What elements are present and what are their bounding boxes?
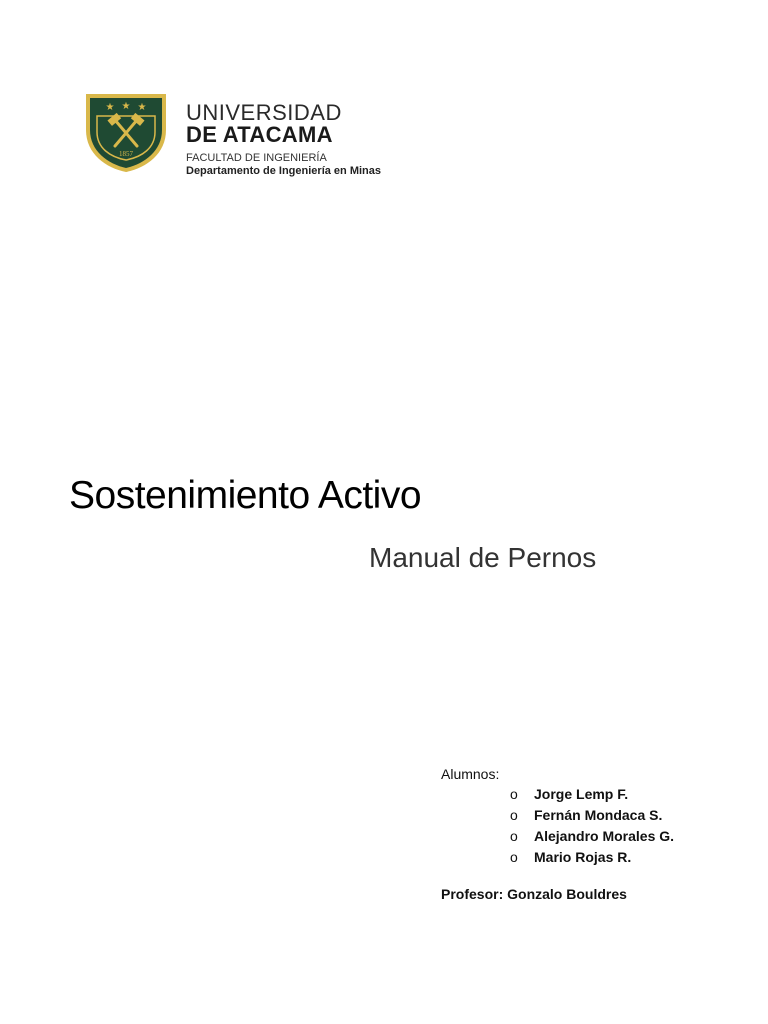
student-name: Jorge Lemp F. [534, 786, 629, 802]
svg-text:★: ★ [105, 102, 115, 113]
bullet-marker: o [510, 807, 518, 823]
student-name: Alejandro Morales G. [534, 828, 675, 844]
student-list [441, 784, 674, 868]
svg-text:★: ★ [121, 101, 131, 112]
faculty-name: FACULTAD DE INGENIERÍA [186, 152, 327, 164]
document-subtitle: Manual de Pernos [369, 542, 597, 573]
list-item [441, 847, 674, 868]
svg-text:★: ★ [137, 102, 147, 113]
institution-header [82, 90, 381, 178]
professor-credit: Profesor: Gonzalo Bouldres [441, 886, 627, 902]
list-item [441, 784, 674, 805]
department-name: Departamento de Ingeniería en Minas [186, 165, 381, 177]
institution-line2: DE ATACAMA [186, 122, 333, 147]
seal-year: 1857 [119, 150, 133, 158]
student-name: Fernán Mondaca S. [534, 807, 663, 823]
students-label: Alumnos: [441, 766, 500, 782]
bullet-marker: o [510, 828, 518, 844]
list-item [441, 805, 674, 826]
bullet-marker: o [510, 786, 518, 802]
document-title: Sostenimiento Activo [69, 474, 422, 517]
institution-name [186, 102, 381, 178]
student-name: Mario Rojas R. [534, 849, 632, 865]
institution-line1: UNIVERSIDAD [186, 100, 342, 125]
credits-block [441, 764, 674, 902]
bullet-marker: o [510, 849, 518, 865]
university-seal-logo [82, 90, 170, 174]
list-item [441, 826, 674, 847]
